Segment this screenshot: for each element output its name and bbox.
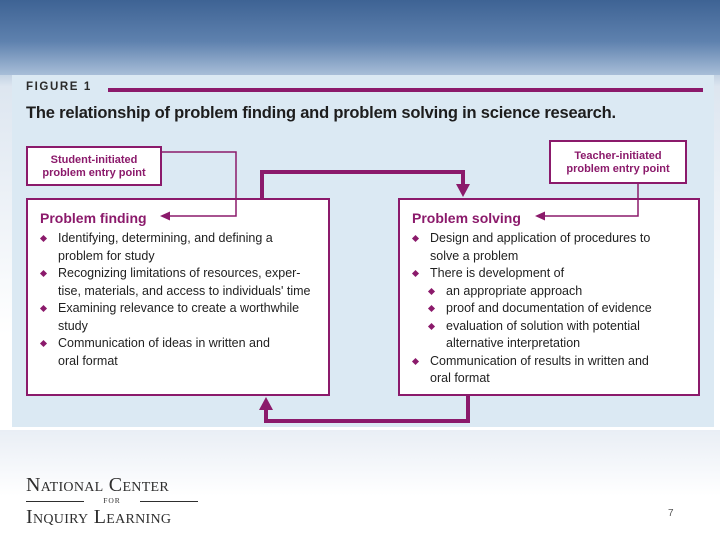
student-entry-line-1: Student-initiated — [50, 154, 138, 166]
ncil-logo — [26, 474, 198, 528]
list-item: Examining relevance to create a worthwhile study — [40, 300, 311, 335]
list-item: Communication of ideas in written and oral format — [40, 335, 311, 370]
teacher-entry-line-2: problem entry point — [566, 163, 670, 175]
logo-rule-right — [140, 501, 198, 502]
list-item: Design and application of procedures to solve a problem — [412, 230, 652, 265]
list-item: Identifying, determining, and defining a problem for study — [40, 230, 311, 265]
logo-for: FOR — [26, 496, 198, 506]
student-entry-connector — [162, 152, 236, 216]
teacher-entry-connector — [543, 184, 638, 216]
bottom-loop-connector — [266, 396, 468, 421]
problem-finding-heading: Problem finding — [40, 210, 147, 226]
list-item: Recognizing limitations of resources, exper- tise, materials, and access to individuals' time — [40, 265, 311, 300]
list-subitem: evaluation of solution with potential alternative interpretation — [412, 318, 652, 353]
arrow-down-icon — [456, 184, 470, 197]
list-subitem: proof and documentation of evidence — [412, 300, 652, 318]
arrow-left-icon — [535, 212, 545, 221]
list-item: Communication of results in written and oral format — [412, 353, 652, 388]
teacher-entry-line-1: Teacher-initiated — [574, 150, 662, 162]
student-entry-line-2: problem entry point — [42, 167, 146, 179]
problem-solving-heading: Problem solving — [412, 210, 521, 226]
top-loop-connector — [262, 172, 463, 198]
page-number: 7 — [668, 508, 674, 519]
figure-label: FIGURE 1 — [26, 81, 92, 93]
list-item: There is development of — [412, 265, 652, 283]
figure-title: The relationship of problem finding and problem solving in science research. — [26, 104, 616, 122]
logo-line-2: Inquiry Learning — [26, 506, 172, 528]
arrow-up-icon — [259, 397, 273, 410]
list-subitem: an appropriate approach — [412, 283, 652, 301]
logo-rule-left — [26, 501, 84, 502]
logo-line-1: National Center — [26, 474, 170, 496]
arrow-left-icon — [160, 212, 170, 221]
